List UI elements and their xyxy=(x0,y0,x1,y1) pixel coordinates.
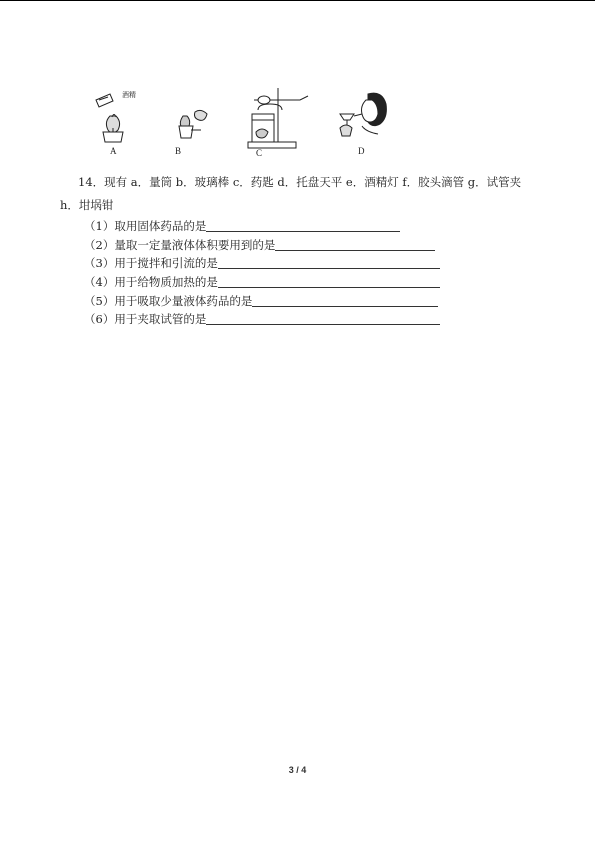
answer-blank-6[interactable] xyxy=(206,312,440,325)
sub-question-1 xyxy=(84,217,464,236)
figure-a-caption: 酒精 xyxy=(122,91,136,99)
figure-c-drawing xyxy=(244,86,314,152)
sub-question-5-text: （5）用于吸取少量液体药品的是 xyxy=(84,293,253,308)
figure-c xyxy=(244,86,314,158)
figure-b-drawing xyxy=(171,86,221,146)
sub-question-list xyxy=(84,217,464,329)
header-rule xyxy=(0,0,595,1)
sub-question-2-text: （2）量取一定量液体体积要用到的是 xyxy=(84,237,276,252)
question-stem-line1: 14．现有 a．量筒 b．玻璃棒 c．药匙 d．托盘天平 e．酒精灯 f．胶头滴管 g．试管夹 xyxy=(78,175,522,189)
sub-question-3 xyxy=(84,254,464,273)
question-14 xyxy=(60,171,548,217)
figure-a-drawing xyxy=(88,86,150,146)
sub-question-1-text: （1）取用固体药品的是 xyxy=(84,219,207,233)
sub-question-4 xyxy=(84,273,464,292)
answer-blank-4[interactable] xyxy=(218,275,440,288)
question-stem-line2: h．坩埚钳 xyxy=(60,198,114,212)
sub-question-3-text: （3）用于搅拌和引流的是 xyxy=(84,256,218,271)
figure-d-drawing xyxy=(332,86,396,150)
answer-blank-1[interactable] xyxy=(206,219,400,232)
figure-b-label: B xyxy=(175,146,182,156)
figure-a xyxy=(88,86,150,156)
experiment-figures xyxy=(86,86,406,158)
answer-blank-3[interactable] xyxy=(218,256,440,269)
figure-b xyxy=(171,86,221,156)
sub-question-4-text: （4）用于给物质加热的是 xyxy=(84,275,218,290)
page-number: 3 / 4 xyxy=(288,765,307,775)
sub-question-2 xyxy=(84,236,464,255)
figure-d xyxy=(332,86,396,156)
sub-question-6 xyxy=(84,310,464,329)
figure-c-label: C xyxy=(256,148,263,158)
answer-blank-5[interactable] xyxy=(252,294,438,307)
figure-d-label: D xyxy=(358,146,365,156)
figure-a-label: A xyxy=(110,146,117,156)
answer-blank-2[interactable] xyxy=(275,238,435,251)
sub-question-6-text: （6）用于夹取试管的是 xyxy=(84,312,207,327)
sub-question-5 xyxy=(84,292,464,311)
